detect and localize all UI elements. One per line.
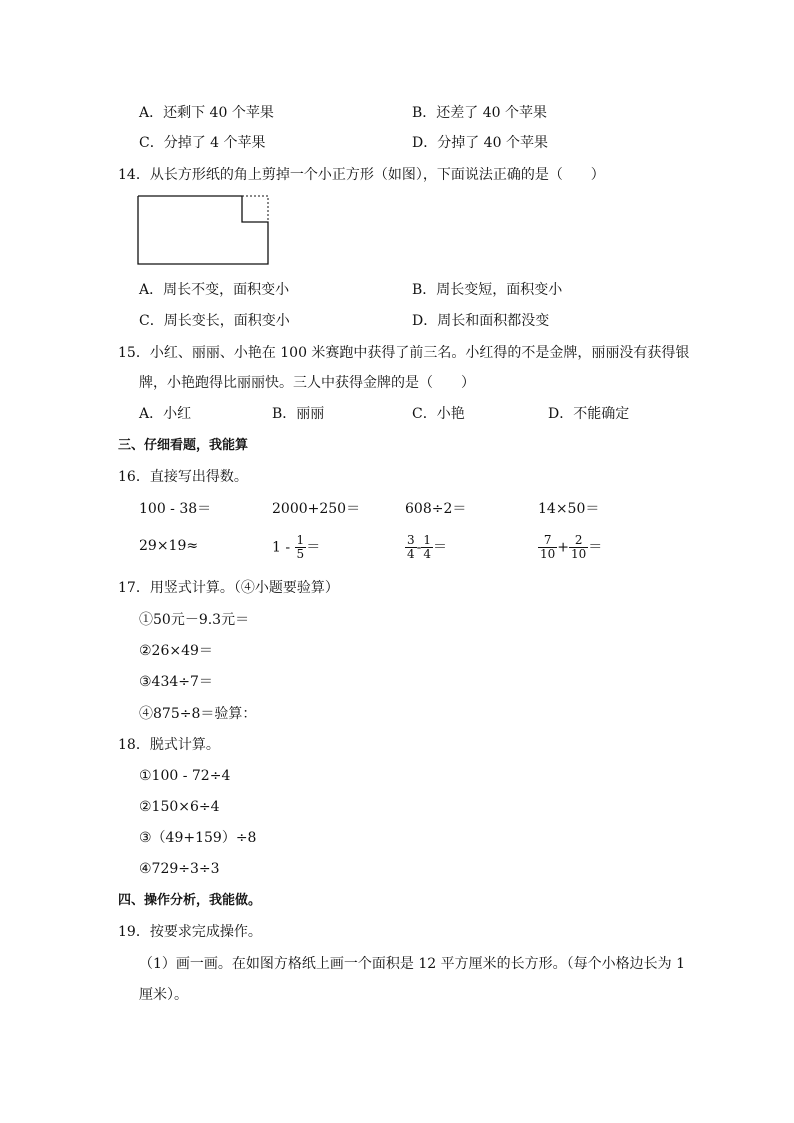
q15-option-c: C．小艳 [412, 406, 465, 422]
q16-expr-8 [538, 534, 602, 561]
q19-stem: 19．按要求完成操作。 [118, 924, 262, 940]
q17-item-4: ④875÷8＝验算： [139, 706, 257, 722]
q17-stem: 17．用竖式计算。（④小题要验算） [118, 580, 339, 596]
q14-rectangle-figure [137, 195, 271, 266]
q16-expr-6-lead: 1 - [272, 539, 295, 556]
section4-title: 四、操作分析，我能做。 [118, 893, 262, 908]
fraction-denominator: 10 [540, 547, 556, 561]
fraction-denominator: 4 [407, 547, 415, 561]
fraction-numerator: 2 [569, 534, 588, 548]
q15-option-d: D．不能确定 [548, 406, 630, 422]
q13-option-c: C．分掉了 4 个苹果 [139, 135, 266, 151]
q14-stem: 14．从长方形纸的角上剪掉一个小正方形（如图），下面说法正确的是（ ） [118, 167, 605, 183]
q16-expr-8-fraction-b [569, 534, 588, 561]
fraction-numerator: 1 [423, 533, 432, 547]
q16-expr-8-fraction-a [538, 534, 557, 561]
q17-item-2: ②26×49＝ [139, 643, 213, 659]
fraction-denominator: 5 [296, 547, 305, 561]
q14-option-d: D．周长和面积都没变 [412, 313, 550, 329]
q19-sub1-line1: （1）画一画。在如图方格纸上画一个面积是 12 平方厘米的长方形。（每个小格边长为 1 [139, 956, 685, 972]
q16-expr-6 [272, 534, 320, 561]
q18-item-4: ④729÷3÷3 [139, 861, 220, 877]
q15-stem-line1: 15．小红、丽丽、小艳在 100 米赛跑中获得了前三名。小红得的不是金牌，丽丽没有获得银 [118, 345, 690, 361]
q16-expr-7-operator: - [416, 539, 422, 556]
q15-option-b: B．丽丽 [272, 406, 325, 422]
q16-expr-5: 29×19≈ [139, 538, 199, 554]
q16-stem: 16．直接写出得数。 [118, 469, 248, 485]
fraction-denominator: 10 [571, 547, 587, 561]
q16-expr-8-equals: ＝ [588, 539, 603, 556]
fraction-numerator: 7 [538, 534, 557, 548]
q13-option-b: B．还差了 40 个苹果 [412, 105, 548, 121]
q13-option-d: D．分掉了 40 个苹果 [412, 135, 548, 151]
q16-expr-7-fraction-a [405, 534, 417, 561]
q14-option-c: C．周长变长，面积变小 [139, 313, 290, 329]
q16-expr-4: 14×50＝ [538, 501, 600, 517]
q17-item-3: ③434÷7＝ [139, 674, 213, 690]
q19-sub1-line2: 厘米）。 [139, 987, 188, 1003]
q16-expr-6-fraction [295, 534, 307, 561]
q14-option-a: A．周长不变，面积变小 [139, 282, 290, 298]
q15-option-a: A．小红 [139, 406, 192, 422]
q16-expr-2: 2000+250＝ [272, 501, 361, 517]
q16-expr-7-fraction-b [421, 534, 433, 561]
q13-option-a: A．还剩下 40 个苹果 [139, 105, 274, 121]
q16-expr-7-equals: ＝ [433, 539, 448, 556]
fraction-denominator: 4 [423, 547, 432, 561]
q16-expr-3: 608÷2＝ [405, 501, 467, 517]
q15-stem-line2: 牌，小艳跑得比丽丽快。三人中获得金牌的是（ ） [139, 375, 475, 391]
q14-option-b: B．周长变短，面积变小 [412, 282, 563, 298]
fraction-numerator: 3 [407, 533, 415, 547]
q18-item-1: ①100 - 72÷4 [139, 768, 231, 784]
q16-expr-8-operator: + [557, 539, 570, 556]
fraction-numerator: 1 [296, 533, 305, 547]
q18-item-2: ②150×6÷4 [139, 799, 220, 815]
q18-item-3: ③（49+159）÷8 [139, 830, 257, 846]
q16-expr-6-equals: ＝ [306, 539, 321, 556]
q17-item-1: ①50元－9.3元＝ [139, 612, 250, 628]
q16-expr-7 [405, 534, 447, 561]
q16-expr-1: 100 - 38＝ [139, 501, 212, 517]
q18-stem: 18．脱式计算。 [118, 737, 220, 753]
section3-title: 三、仔细看题，我能算 [118, 438, 249, 453]
